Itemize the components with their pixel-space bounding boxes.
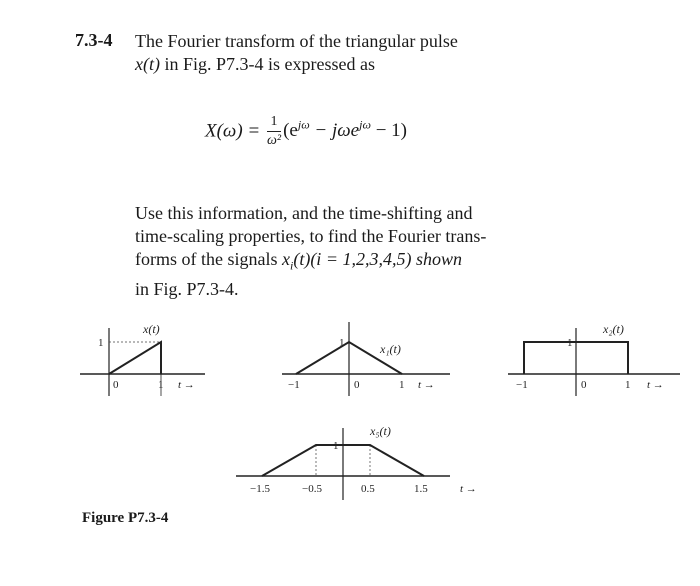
panel-x2-tick-0: −1 <box>516 379 528 391</box>
rhs-part-a: (e <box>283 120 298 142</box>
panel-x5-tick-3: 1.5 <box>414 483 428 495</box>
panel-x2-axis-label: t → <box>647 379 664 391</box>
problem-number: 7.3-4 <box>75 30 113 50</box>
equation-lhs: X(ω) = <box>205 120 261 142</box>
panel-x-axis-label: t → <box>178 379 195 391</box>
statement-line-1: The Fourier transform of the triangular pulse <box>135 31 458 51</box>
panel-x2 <box>508 322 680 396</box>
panel-x5-axis-label: t → <box>460 483 477 495</box>
statement-line-2: in Fig. P7.3-4 is expressed as <box>159 54 375 74</box>
panel-x1 <box>282 322 450 396</box>
fraction-denominator: ω² <box>267 133 282 148</box>
panel-x1-axis-label: t → <box>418 379 435 391</box>
line-3-text-b: (t)(i = 1,2,3,4,5) shown <box>293 249 462 269</box>
panel-x1-amp-label: 1 <box>339 337 345 349</box>
rhs-exponent-2: jω <box>359 118 371 133</box>
figure-caption: Figure P7.3-4 <box>82 510 169 526</box>
rhs-part-c: − 1) <box>370 120 407 142</box>
instructions-line-1: Use this information, and the time-shifting and <box>135 203 473 223</box>
instructions-line-4: in Fig. P7.3-4. <box>135 278 239 299</box>
panel-x5 <box>236 424 477 500</box>
panel-x-tick-0: 0 <box>113 379 119 391</box>
panel-x-signal-label: x(t) <box>143 322 160 336</box>
panel-x-waveform <box>109 342 161 374</box>
panel-x-amp-label: 1 <box>98 337 104 349</box>
panel-x1-signal-label: x₁(t) <box>380 342 401 356</box>
fraction-numerator: 1 <box>267 114 281 132</box>
panel-x2-tick-1: 0 <box>581 379 587 391</box>
panel-x2-amp-label: 1 <box>567 337 573 349</box>
statement-signal: x(t) <box>135 54 160 74</box>
panel-x2-tick-2: 1 <box>625 379 631 391</box>
line-3-subscript: i <box>289 258 294 273</box>
panel-x5-tick-2: 0.5 <box>361 483 375 495</box>
rhs-part-b: − jωe <box>309 120 360 142</box>
panel-x2-signal-label: x₂(t) <box>603 322 624 336</box>
panel-x1-tick-2: 1 <box>399 379 405 391</box>
panel-x1-tick-0: −1 <box>288 379 300 391</box>
instructions-line-2: time-scaling properties, to find the Fourier trans- <box>135 226 487 246</box>
panel-x5-tick-0: −1.5 <box>250 483 270 495</box>
panel-x1-tick-1: 0 <box>354 379 360 391</box>
line-3-signal: x <box>281 249 290 269</box>
panel-x5-tick-1: −0.5 <box>302 483 322 495</box>
panel-x5-amp-label: 1 <box>333 440 339 452</box>
panel-x-tick-1: 1 <box>158 379 164 391</box>
panel-x5-signal-label: x₅(t) <box>370 424 391 438</box>
line-3-text-a: forms of the signals <box>135 249 282 269</box>
rhs-exponent-1: jω <box>297 118 310 133</box>
panel-x <box>80 322 205 396</box>
